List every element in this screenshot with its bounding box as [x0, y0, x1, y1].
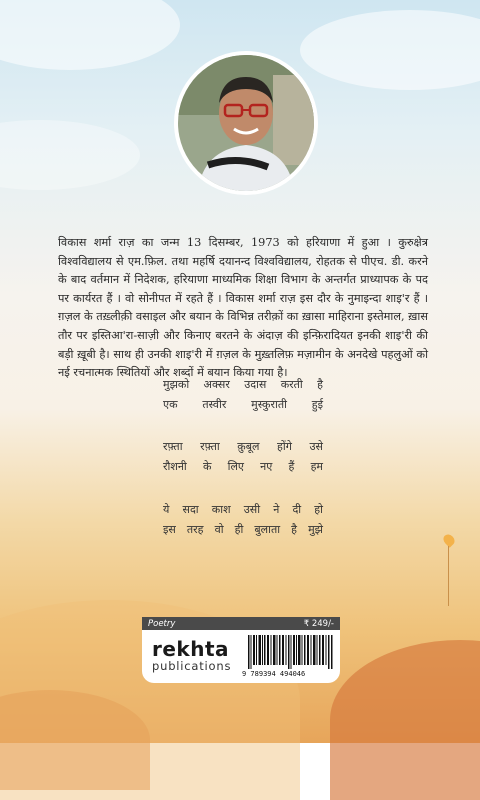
verse-line: मुझको अक्सर उदास करती है [163, 378, 323, 391]
publisher-name-bottom: publications [152, 659, 232, 673]
author-bio: विकास शर्मा राज़ का जन्म 13 दिसम्बर, 1973 को हरियाणा में हुआ । कुरुक्षेत्र विश्वविद्यालय से एम.फ़िल. तथा महर्षि दयानन्द विश्वविद्यालय, रोहतक से पीएच. डी. करने के बाद वर्तमान में निदेशक, हरियाणा माध्यमिक शिक्षा विभाग के अन्तर्गत प्राध्यापक के पद पर कार्यरत हैं । वो सोनीपत में रहते हैं । विकास शर्मा राज़ इस दौर के नुमाइन्दा शाइ'र हैं । ग़ज़ल के तख़्लीक़ी वसाइल और बयान के विभिन्न तरीक़ों का ख़ासा माहिराना इस्तेमाल, ख़ास तौर पर इस्तिआ'रा-साज़ी और किनाए बरतने के अंदाज़ की इन्फ़िरादियत इनकी शाइ'री की बड़ी ख़ूबी है। साथ ही उनकी शाइ'री में ग़ज़ल के मुख़्तलिफ़ मज़ामीन के अनदेखे पहलुओं को नई रचनात्मक स्थितियों और शब्दों में बयान किया गया है। [58, 236, 428, 380]
author-portrait [178, 55, 314, 191]
string-line [448, 546, 449, 606]
couplet [163, 437, 323, 477]
isbn-number: 9 789394 494046 [242, 670, 306, 678]
publisher-logo [152, 639, 231, 673]
verse-line: रौशनी के लिए नए हैं हम [163, 460, 323, 473]
couplet [163, 500, 323, 540]
category-label: Poetry [148, 618, 176, 629]
verse-line: ये सदा काश उसी ने दी हो [163, 503, 323, 516]
publisher-name-top: rekhta [152, 637, 230, 661]
couplet [163, 375, 323, 415]
price-label: ₹ 249/- [303, 618, 334, 629]
verse-line: रफ़्ता रफ़्ता क़ुबूल होंगे उसे [163, 440, 323, 453]
verse-line: एक तस्वीर मुस्कुराती हुई [163, 398, 323, 411]
barcode-panel [142, 617, 340, 683]
barcode-icon [248, 635, 334, 669]
verse-line: इस तरह वो ही बुलाता है मुझे [163, 523, 323, 536]
category-bar [142, 617, 340, 630]
